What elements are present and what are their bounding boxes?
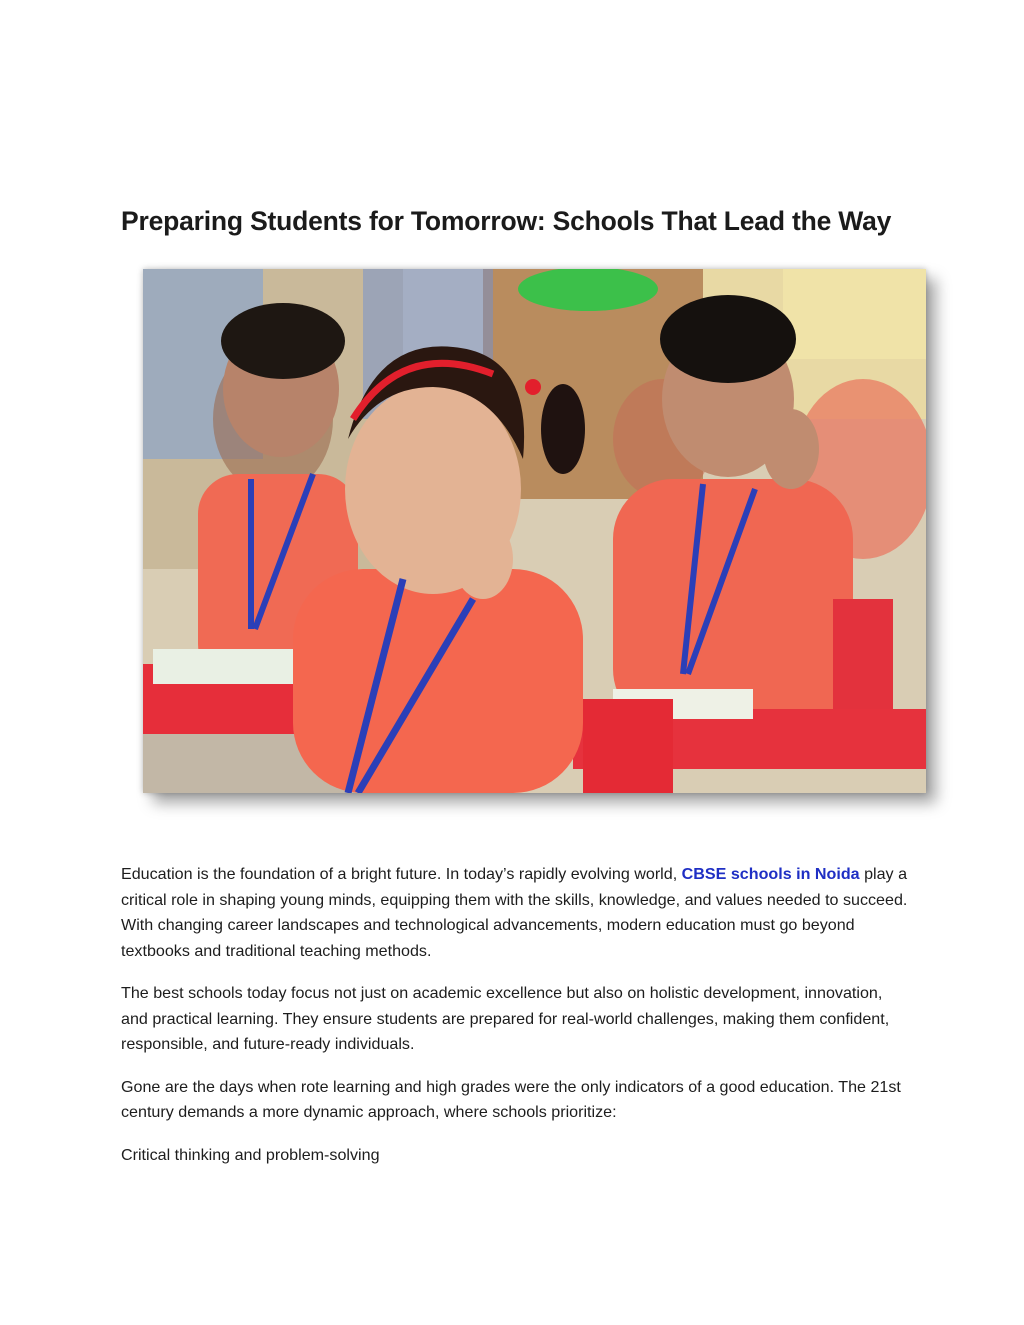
article-body (121, 862, 911, 1185)
paragraph-1-rest: play a critical role in shaping young minds, equipping them with the skills, knowledge, and values needed to succeed. With changing career landscapes and technological advancements, modern education must go beyond textbooks and traditional teaching methods. (121, 865, 908, 960)
paragraph-1-lead: Education is the foundation of a bright future. In today’s rapidly evolving world, (121, 865, 682, 883)
paragraph-3: Gone are the days when rote learning and high grades were the only indicators of a good education. The 21st century demands a more dynamic approach, where schools prioritize: (121, 1077, 901, 1121)
classroom-photo (143, 269, 926, 793)
list-item-critical-thinking: Critical thinking and problem-solving (121, 1145, 380, 1164)
classroom-illustration (143, 269, 926, 793)
paragraph-2: The best schools today focus not just on academic excellence but also on holistic development, innovation, and practical learning. They ensure students are prepared for real-world challenges, making them confident, responsible, and future-ready individuals. (121, 984, 890, 1053)
page-title: Preparing Students for Tomorrow: Schools That Lead the Way (121, 206, 892, 236)
cbse-schools-noida-link[interactable]: CBSE schools in Noida (681, 865, 860, 883)
paragraph-1 (121, 862, 911, 964)
